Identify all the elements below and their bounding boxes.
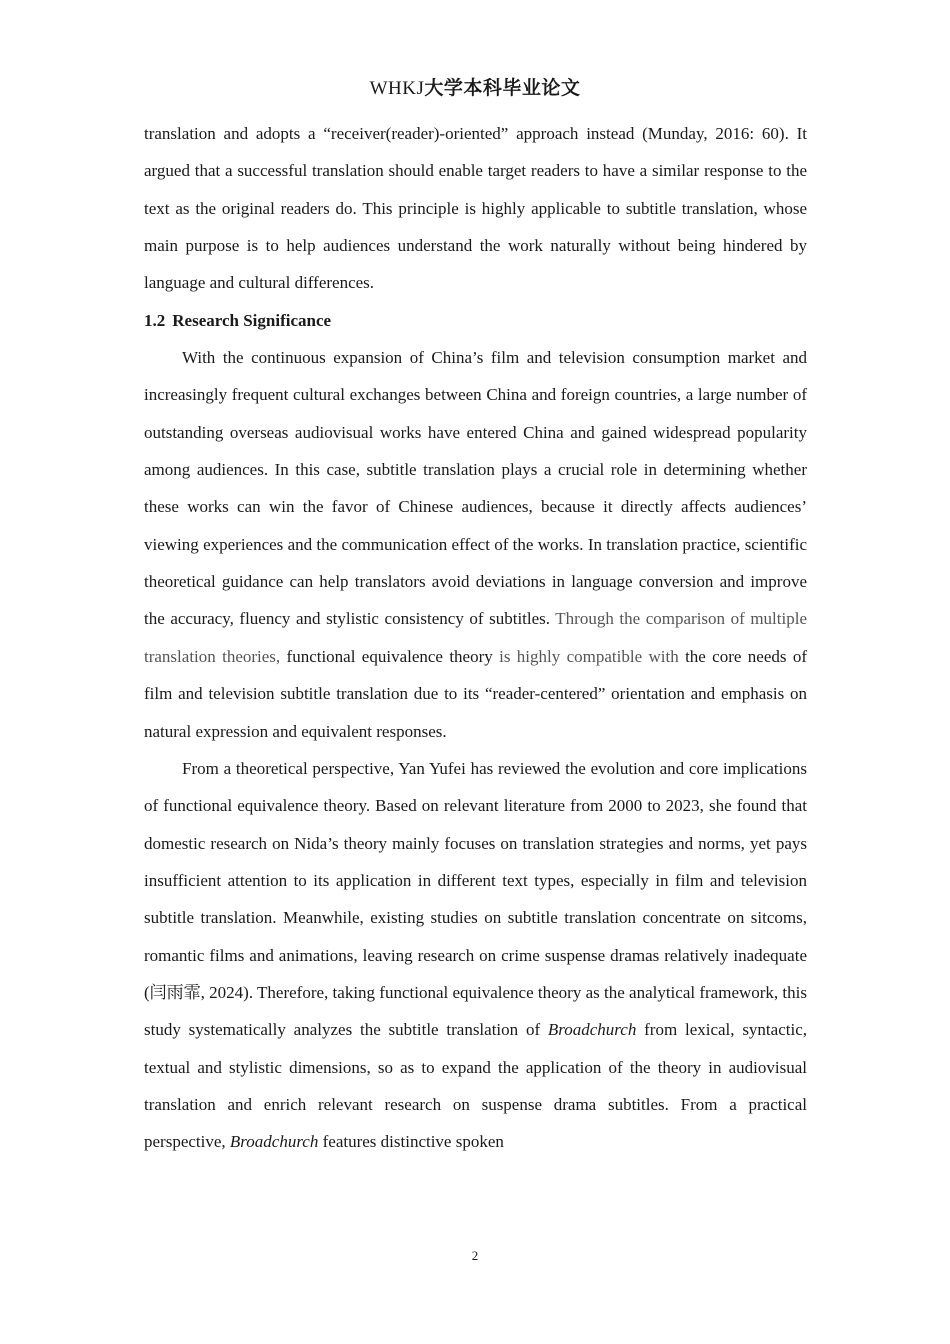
paragraph-span: the core needs of film and television subtitle translation due to its “reader-centered” orientation and emphasis on natural expression and equivalent responses. [144,646,808,741]
paragraph-span-gray: Through the comparison of multiple translation theories, [144,609,807,666]
header-school-name: 大学本科毕业论文 [424,77,581,99]
paragraph-continued: translation and adopts a “receiver(reader)-oriented” approach instead (Munday, 2016: 60). It argued that a successful translation should enable target readers to have a similar response to the text as the original readers do. This principle is highly applicable to subtitle translation, whose main purpose is to help audiences understand the work naturally without being hindered by language and cultural differences. [144,124,807,293]
paragraph-span: With the continuous expansion of China’s film and television consumption market and increasingly frequent cultural exchanges between China and foreign countries, a large number of outstanding overseas audiovisual works have entered China and gained widespread popularity among audiences. In this case, subtitle translation plays a crucial role in determining whether these works can win the favor of Chinese audiences, because it directly affects audiences’ viewing experiences and the communication effect of the works. In translation practice, scientific theoretical guidance can help translators avoid deviations in language conversion and improve the accuracy, fluency and stylistic consistency of subtitles. [144,348,807,629]
work-title: Broadchurch [547,1020,637,1040]
body-text [144,115,807,1161]
paragraph-span: features distinctive spoken [318,1132,504,1152]
paragraph-span-gray: is highly compatible with [499,646,686,666]
section-heading [144,302,807,339]
section-number: 1.2 [144,310,166,330]
paragraph-significance [144,339,807,750]
work-title: Broadchurch [229,1132,319,1152]
header-latin: WHKJ [369,78,425,99]
paragraph-span: From a theoretical perspective, Yan Yufei has reviewed the evolution and core implications of functional equivalence theory. Based on relevant literature from 2000 to 2023, she found that domestic research on Nida’s theory mainly focuses on translation strategies and norms, yet pays insufficient attention to its application in different text types, especially in film and television subtitle translation. Meanwhile, existing studies on subtitle translation concentrate on sitcoms, romantic films and animations, leaving research on crime suspense dramas relatively inadequate (闫雨霏, 2024). Therefore, taking functional equivalence theory as the analytical framework, this study systematically analyzes the subtitle translation of [144,758,807,1040]
paragraph-span: functional equivalence theory [286,646,500,666]
page-number: 2 [471,1248,479,1263]
paragraph-span: from lexical, syntactic, textual and stylistic dimensions, so as to expand the application of the theory in audiovisual translation and enrich relevant research on suspense drama subtitles. From a practical perspective, [144,1020,807,1152]
paragraph-perspective [144,750,807,1161]
running-header [0,76,950,101]
section-title: Research Significance [172,310,332,330]
